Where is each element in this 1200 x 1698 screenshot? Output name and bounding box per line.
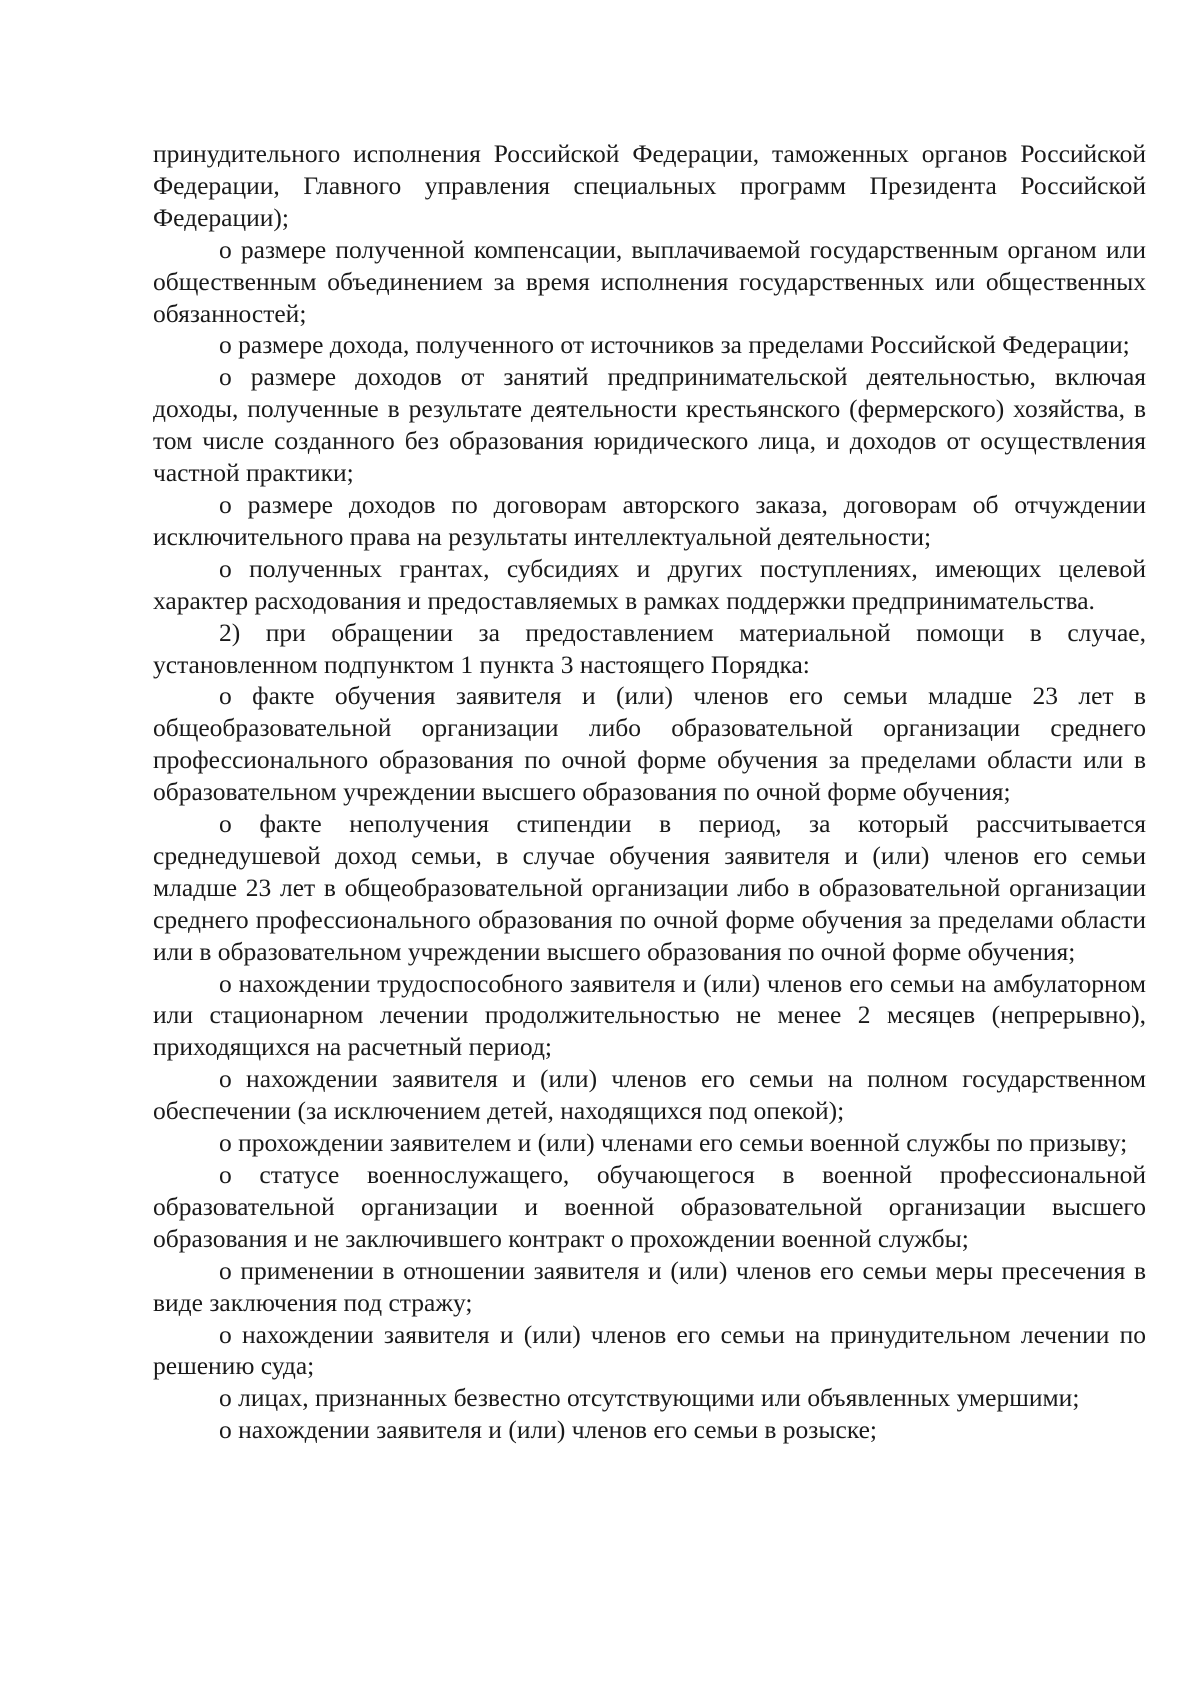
paragraph-stipend: о факте неполучения стипендии в период, за который рассчитывается среднедушевой доход семьи, в случае обучения заявителя и (или) членов его семьи младше 23 лет в общеобразовательной организации либо в образовательной организации среднего профессионального образования по очной форме обучения за пределами области или в образовательном учреждении высшего образования по очной форме обучения;: [153, 809, 1146, 966]
paragraph-compensation: о размере полученной компенсации, выплачиваемой государственным органом или общественным объединением за время исполнения государственных или общественных обязанностей;: [153, 234, 1146, 328]
paragraph-copyright-income: о размере доходов по договорам авторского заказа, договорам об отчуждении исключительного права на результаты интеллектуальной деятельности;: [153, 489, 1146, 551]
paragraph-education: о факте обучения заявителя и (или) членов его семьи младше 23 лет в общеобразовательной организации либо образовательной организации среднего профессионального образования по очной форме обучения за пределами области или в образовательном учреждении высшего образования по очной форме обучения;: [153, 681, 1146, 807]
paragraph-grants: о полученных грантах, субсидиях и других поступлениях, имеющих целевой характер расходования и предоставляемых в рамках поддержки предпринимательства.: [153, 553, 1146, 615]
paragraph-state-support: о нахождении заявителя и (или) членов его семьи на полном государственном обеспечении (за исключением детей, находящихся под опекой);: [153, 1064, 1146, 1126]
paragraph-custody: о применении в отношении заявителя и (или) членов его семьи меры пресечения в виде заключения под стражу;: [153, 1255, 1146, 1317]
paragraph-compulsory-treatment: о нахождении заявителя и (или) членов его семьи на принудительном лечении по решению суда;: [153, 1319, 1146, 1381]
paragraph-treatment: о нахождении трудоспособного заявителя и (или) членов его семьи на амбулаторном или стационарном лечении продолжительностью не менее 2 месяцев (непрерывно), приходящихся на расчетный период;: [153, 968, 1146, 1062]
document-page: [153, 138, 1146, 1446]
paragraph-business-income: о размере доходов от занятий предпринимательской деятельностью, включая доходы, полученные в результате деятельности крестьянского (фермерского) хозяйства, в том числе созданного без образования юридического лица, и доходов от осуществления частной практики;: [153, 362, 1146, 488]
paragraph-continuation: принудительного исполнения Российской Федерации, таможенных органов Российской Федерации, Главного управления специальных программ Президента Российской Федерации);: [153, 139, 1146, 232]
paragraph-military-service: о прохождении заявителем и (или) членами его семьи военной службы по призыву;: [219, 1128, 1128, 1158]
paragraph-military-student: о статусе военнослужащего, обучающегося в военной профессиональной образовательной организации и военной образовательной организации высшего образования и не заключившего контракт о прохождении военной службы;: [153, 1160, 1146, 1253]
paragraph-section-2: 2) при обращении за предоставлением материальной помощи в случае, установленном подпунктом 1 пункта 3 настоящего Порядка:: [153, 617, 1146, 679]
paragraph-foreign-income: о размере дохода, полученного от источников за пределами Российской Федерации;: [219, 330, 1130, 360]
paragraph-wanted: о нахождении заявителя и (или) членов его семьи в розыске;: [219, 1415, 877, 1445]
paragraph-missing-persons: о лицах, признанных безвестно отсутствующими или объявленных умершими;: [219, 1383, 1080, 1413]
